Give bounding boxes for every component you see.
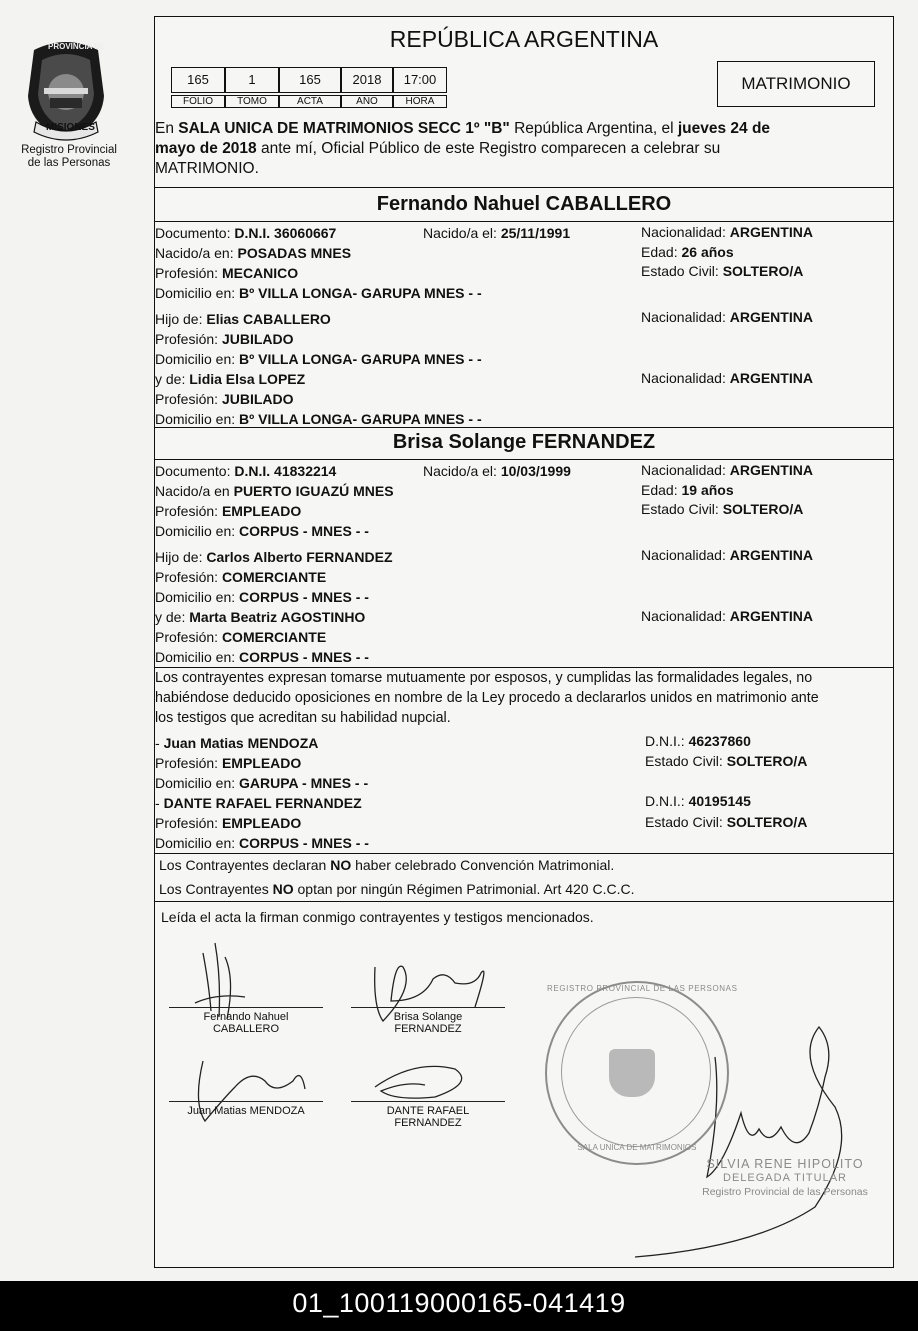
groom-age: 26 años bbox=[681, 244, 734, 260]
stamp-shield-icon bbox=[609, 1049, 655, 1097]
signatures-drawing bbox=[155, 17, 893, 1267]
record-type-box: MATRIMONIO bbox=[717, 61, 875, 107]
signature-witness-2 bbox=[375, 1066, 462, 1098]
tomo-label: TOMO bbox=[225, 95, 279, 108]
hora-label: HORA bbox=[393, 95, 447, 108]
ceremony-date-2: mayo de 2018 bbox=[155, 140, 257, 157]
anio-value: 2018 bbox=[341, 67, 393, 93]
groom-birthdate: 25/11/1991 bbox=[500, 225, 571, 241]
bride-age: 19 años bbox=[681, 482, 734, 498]
bride-profession: EMPLEADO bbox=[221, 503, 302, 519]
tomo-value: 1 bbox=[225, 67, 279, 93]
officer-name: SILVIA RENE HIPOLITO bbox=[706, 1157, 864, 1171]
groom-nationality: ARGENTINA bbox=[729, 224, 813, 240]
bride-signature-caption: Brisa Solange FERNANDEZ bbox=[393, 1011, 463, 1035]
bride-dni: D.N.I. 41832214 bbox=[234, 463, 337, 479]
closing-text: Leída el acta la firman conmigo contrayentes y testigos mencionados. bbox=[161, 909, 594, 925]
bride-birthplace: PUERTO IGUAZÚ MNES bbox=[233, 483, 394, 499]
groom-signature-caption: Fernando Nahuel CABALLERO bbox=[203, 1011, 289, 1035]
stamp-ring-top: REGISTRO PROVINCIAL DE LAS PERSONAS bbox=[547, 984, 738, 993]
officer-organization: Registro Provincial de las Personas bbox=[702, 1186, 868, 1198]
bride-mother: Marta Beatriz AGOSTINHO bbox=[189, 609, 366, 625]
logo-ring-top: PROVINCIA DE bbox=[48, 42, 106, 51]
officer-stamp bbox=[695, 1157, 875, 1199]
groom-profession: MECANICO bbox=[221, 265, 299, 281]
bride-address: CORPUS - MNES - - bbox=[239, 523, 369, 539]
groom-civil-status: SOLTERO/A bbox=[722, 263, 804, 279]
acta-value: 165 bbox=[279, 67, 341, 93]
witness-2-dni: 40195145 bbox=[688, 793, 751, 809]
anio-label: AÑO bbox=[341, 95, 393, 108]
witness-1-name: Juan Matias MENDOZA bbox=[163, 735, 319, 751]
ceremony-date-1: jueves 24 de bbox=[677, 120, 771, 137]
witness-2-signature-caption: DANTE RAFAEL FERNANDEZ bbox=[386, 1105, 470, 1129]
stamp-ring-bottom: SALA UNICA DE MATRIMONIOS bbox=[577, 1143, 697, 1152]
page-title: REPÚBLICA ARGENTINA bbox=[389, 26, 659, 52]
witness-2-name: DANTE RAFAEL FERNANDEZ bbox=[163, 795, 362, 811]
groom-dni: D.N.I. 36060667 bbox=[234, 225, 337, 241]
bride-civil-status: SOLTERO/A bbox=[722, 501, 804, 517]
groom-father: Elias CABALLERO bbox=[206, 311, 331, 327]
hora-value: 17:00 bbox=[393, 67, 447, 93]
bride-father: Carlos Alberto FERNANDEZ bbox=[206, 549, 393, 565]
logo-caption-line2: de las Personas bbox=[27, 157, 111, 169]
document-id-footer: 01_100119000165-041419 bbox=[0, 1281, 918, 1331]
logo-ring-bottom: MISIONES bbox=[46, 122, 95, 133]
bride-birthdate: 10/03/1999 bbox=[500, 463, 571, 479]
logo-caption-line1: Registro Provincial bbox=[21, 144, 117, 156]
bride-name-heading: Brisa Solange FERNANDEZ bbox=[392, 431, 656, 453]
groom-name-heading: Fernando Nahuel CABALLERO bbox=[376, 193, 672, 215]
registry-logo bbox=[14, 36, 118, 146]
bride-nationality: ARGENTINA bbox=[729, 462, 813, 478]
official-stamp bbox=[545, 981, 738, 1165]
groom-birthplace: POSADAS MNES bbox=[237, 245, 352, 261]
witness-1-signature-caption: Juan Matias MENDOZA bbox=[187, 1105, 305, 1117]
logo-caption bbox=[4, 144, 134, 170]
acta-label: ACTA bbox=[279, 95, 341, 108]
certificate-frame: REPÚBLICA ARGENTINA 165 1 165 2018 17:00 FOLIO TOMO ACTA AÑO HORA MATRIMONIO En SALA UNICA DE MATRIMONIOS SECC 1º "B" República Argentina, el jueves 24 de mayo de 2018 ante mí, Oficial Público de este Registro comparecen a celebrar su MATRIMONIO. Fernando Nahuel CABALLERO Documento: D.N.I. 36060667 Nacido/a el: 25/11/1991 Nacionalidad: ARGENTINA Nacido/a en: POSADAS MNES Edad: 26 años Profesión: MECANICO Estado Civil: SOLTERO/A Domicilio en: Bº VILLA LONGA- GARUPA MNES - - Hijo de: Elias CABALLERO Nacionalidad: ARGENTINA Profesión: JUBILADO Domicilio en: Bº VILLA LONGA- GARUPA MNES - - y de: Lidia Elsa LOPEZ Nacionalidad: ARGENTINA Profesión: JUBILADO Domicilio en: Bº VILLA LONGA- GARUPA MNES - - Brisa Solange FERNANDEZ Documento: D.N.I. 41832214 Nacido/a el: 10/03/1999 Nacionalidad: ARGENTINA Nacido/a en PUERTO IGUAZÚ MNES Edad: 19 años Profesión: EMPLEADO Estado Civil: SOLTERO/A Domicilio en: CORPUS - MNES - - Hijo de: Carlos Alberto FERNANDEZ Nacionalidad: ARGENTINA Profesión: COMERCIANTE Domicilio en: CORPUS - MNES - - y de: Marta Beatriz AGOSTINHO Nacionalidad: ARGENTINA Profesión: COMERCIANTE Domicilio en: CORPUS - MNES - - Los contrayentes expresan tomarse mutuamente por esposos, y cumplidas las formalidades legales, no habiéndose deducido oposiciones en nombre de la Ley procedo a declararlos unidos en matrimonio ante los testigos que acreditan su habilidad nupcial. - Juan Matias MENDOZA D.N.I.: 46237860 Profesión: EMPLEADO Estado Civil: SOLTERO/A Domicilio en: GARUPA - MNES - - - DANTE RAFAEL FERNANDEZ D.N.I.: 40195145 Profesión: EMPLEADO Estado Civil: SOLTERO/A Domicilio en: CORPUS - MNES - - Los Contrayentes declaran NO haber celebrado Convención Matrimonial. Los Contrayentes NO optan por ningún Régimen Patrimonial. Art 420 C.C.C. Leída el acta la firman conmigo contrayentes y testigos mencionados. Fernando Nahuel CABALLERO Brisa Solange FERNANDEZ Juan Matias MENDOZA DANTE RAFAEL FERNANDEZ REGISTRO PROVINCIAL DE LAS PERSONAS SALA UNICA DE MATRIMONIOS SILVIA RENE HIPOLITO DELEGADA TITULAR Registro Provincial de las Personas bbox=[154, 16, 894, 1268]
groom-mother: Lidia Elsa LOPEZ bbox=[189, 371, 306, 387]
officer-role: DELEGADA TITULAR bbox=[723, 1172, 847, 1184]
folio-value: 165 bbox=[171, 67, 225, 93]
witness-1-dni: 46237860 bbox=[688, 733, 751, 749]
registry-office: SALA UNICA DE MATRIMONIOS SECC 1º "B" bbox=[178, 120, 510, 137]
folio-label: FOLIO bbox=[171, 95, 225, 108]
groom-address: Bº VILLA LONGA- GARUPA MNES - - bbox=[239, 285, 482, 301]
